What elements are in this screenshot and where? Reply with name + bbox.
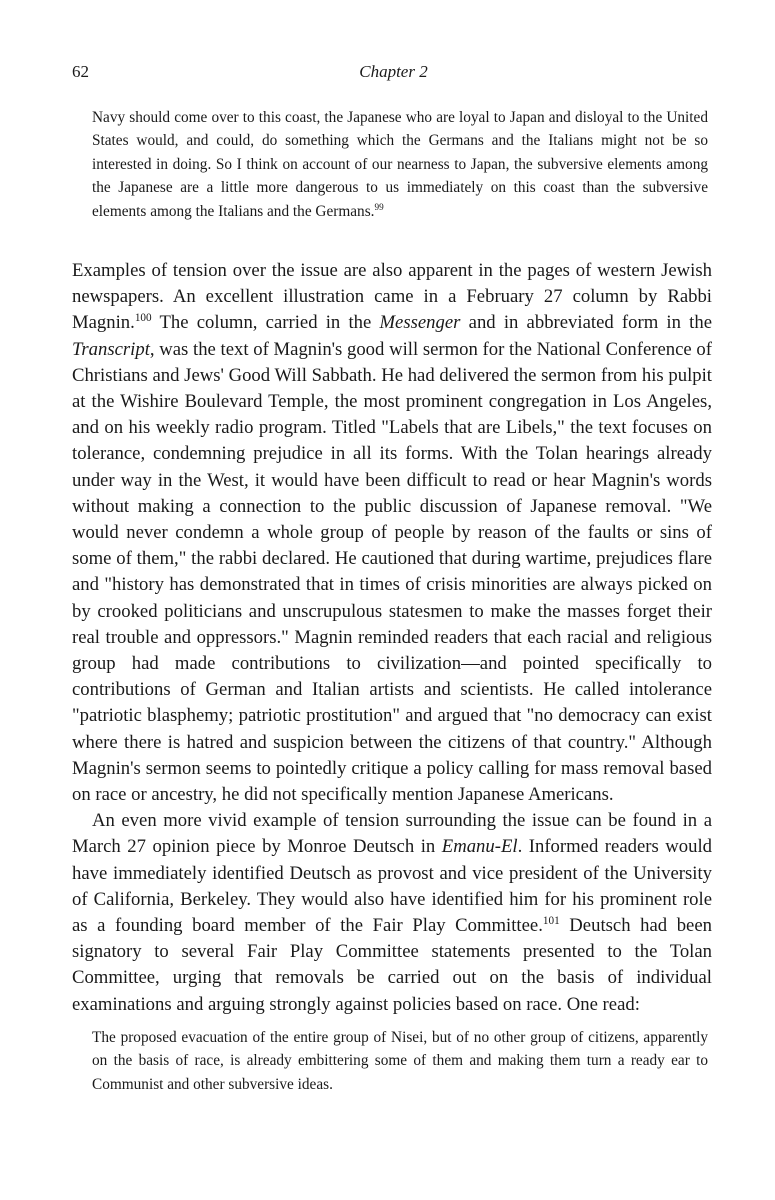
footnote-marker-99: 99 xyxy=(374,201,384,212)
page-header xyxy=(72,62,715,88)
extract-quote-1-text: Navy should come over to this coast, the Japanese who are loyal to Japan and disloyal to the United States would, and could, do something which the Germans and the Italians might not be so interested in doing. So I think on account of our nearness to Japan, the subversive elements among the Japanese are a little more dangerous to us immediately on this coast than the subversive elements among the Italians and the Germans. xyxy=(92,109,708,220)
footnote-marker-100: 100 xyxy=(134,312,152,325)
paragraph-2-text-a: An even more vivid example of tension surrounding the issue can be found in a March 27 opinion piece by Monroe Deutsch in xyxy=(72,810,712,858)
paragraph-1-text-b: The column, carried in the xyxy=(151,312,380,334)
footnote-marker-101: 101 xyxy=(542,914,560,927)
title-messenger: Messenger xyxy=(379,312,461,334)
title-emanu-el: Emanu-El xyxy=(441,836,518,858)
page-number: 62 xyxy=(72,62,89,81)
paragraph-1-text-d: , was the text of Magnin's good will sermon for the National Conference of Christians and Jews' Good Will Sabbath. He had delivered the sermon from his pulpit at the Wishire Boulevard Temple, the most prominent congregation in Los Angeles, and on his weekly radio program. Titled "Labels that are Libels," the text focuses on tolerance, condemning prejudice in all its forms. With the Tolan hearings already under way in the West, it would have been difficult to read or hear Magnin's words without making a connection to the public discussion of Japanese removal. "We would never condemn a whole group of people by reason of the faults or sins of some of them," the rabbi declared. He cautioned that during wartime, prejudices flare and "history has demonstrated that in times of crisis minorities are always picked on by crooked politicians and unscrupulous statesmen to make the masses forget their real trouble and oppressors." Magnin reminded readers that each racial and religious group had made contributions to civilization—and pointed specifically to contributions of German and Italian artists and scientists. He called intolerance "patriotic blasphemy; patriotic prostitution" and argued that "no democracy can exist where there is hatred and suspicion between the citizens of that country." Although Magnin's sermon seems to pointedly critique a policy calling for mass removal based on race or ancestry, he did not specifically mention Japanese Americans. xyxy=(72,338,712,806)
body-text xyxy=(72,258,712,1018)
running-head: Chapter 2 xyxy=(359,62,428,81)
paragraph-2 xyxy=(72,808,712,1018)
extract-quote-2 xyxy=(92,1026,708,1096)
extract-quote-2-text: The proposed evacuation of the entire group of Nisei, but of no other group of citizens, apparently on the basis of race, is already embittering some of them and making them turn a ready ear to Communist and other subversive ideas. xyxy=(92,1029,708,1093)
extract-quote-1 xyxy=(92,106,708,223)
paragraph-1-text-a: Examples of tension over the issue are also apparent in the pages of western Jewish newspapers. An excellent illustration came in a February 27 column by Rabbi Magnin. xyxy=(72,260,712,334)
paragraph-2-text-b: . Informed readers would have immediately identified Deutsch as provost and vice president of the University of California, Berkeley. They would also have identified him for his prominent role as a founding board member of the Fair Play Committee. xyxy=(72,836,712,937)
paragraph-1 xyxy=(72,258,712,808)
paragraph-1-text-c: and in abbreviated form in the xyxy=(460,312,712,334)
paragraph-2-text-c: Deutsch had been signatory to several Fair Play Committee statements presented to the Tolan Committee, urging that removals be carried out on the basis of individual examinations and arguing strongly against policies based on race. One read: xyxy=(72,915,712,1015)
title-transcript: Transcript xyxy=(72,338,150,360)
